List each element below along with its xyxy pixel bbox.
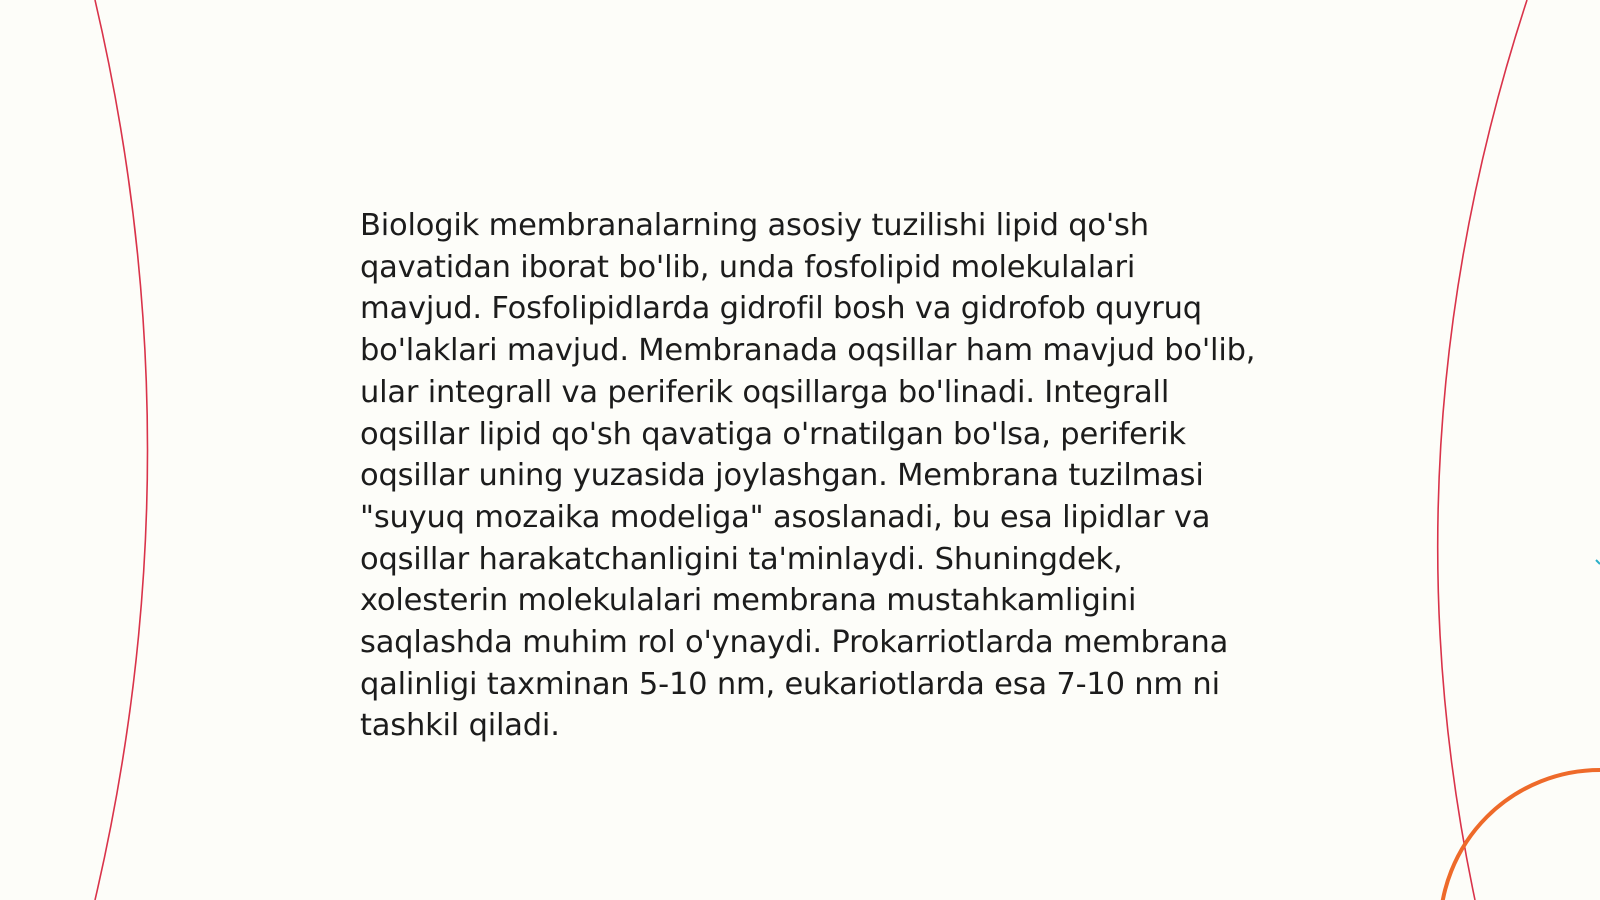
- teal-mark-decoration: [1596, 560, 1600, 564]
- left-arc-decoration: [95, 0, 148, 900]
- orange-circle-decoration: [1440, 770, 1600, 900]
- slide-body-text: Biologik membranalarning asosiy tuzilishi lipid qo'sh qavatidan iborat bo'lib, unda fosfolipid molekulalari mavjud. Fosfolipidlarda gidrofil bosh va gidrofob quyruq bo'laklari mavjud. Membranada oqsillar ham mavjud bo'lib, ular integrall va periferik oqsillarga bo'linadi. Integrall oqsillar lipid qo'sh qavatiga o'rnatilgan bo'lsa, periferik oqsillar uning yuzasida joylashgan. Membrana tuzilmasi "suyuq mozaika modeliga" asoslanadi, bu esa lipidlar va oqsillar harakatchanligini ta'minlaydi. Shuningdek, xolesterin molekulalari membrana mustahkamligini saqlashda muhim rol o'ynaydi. Prokarriotlarda membrana qalinligi taxminan 5-10 nm, eukariotlarda esa 7-10 nm ni tashkil qiladi.: [360, 208, 1256, 744]
- right-arc-decoration: [1438, 0, 1527, 900]
